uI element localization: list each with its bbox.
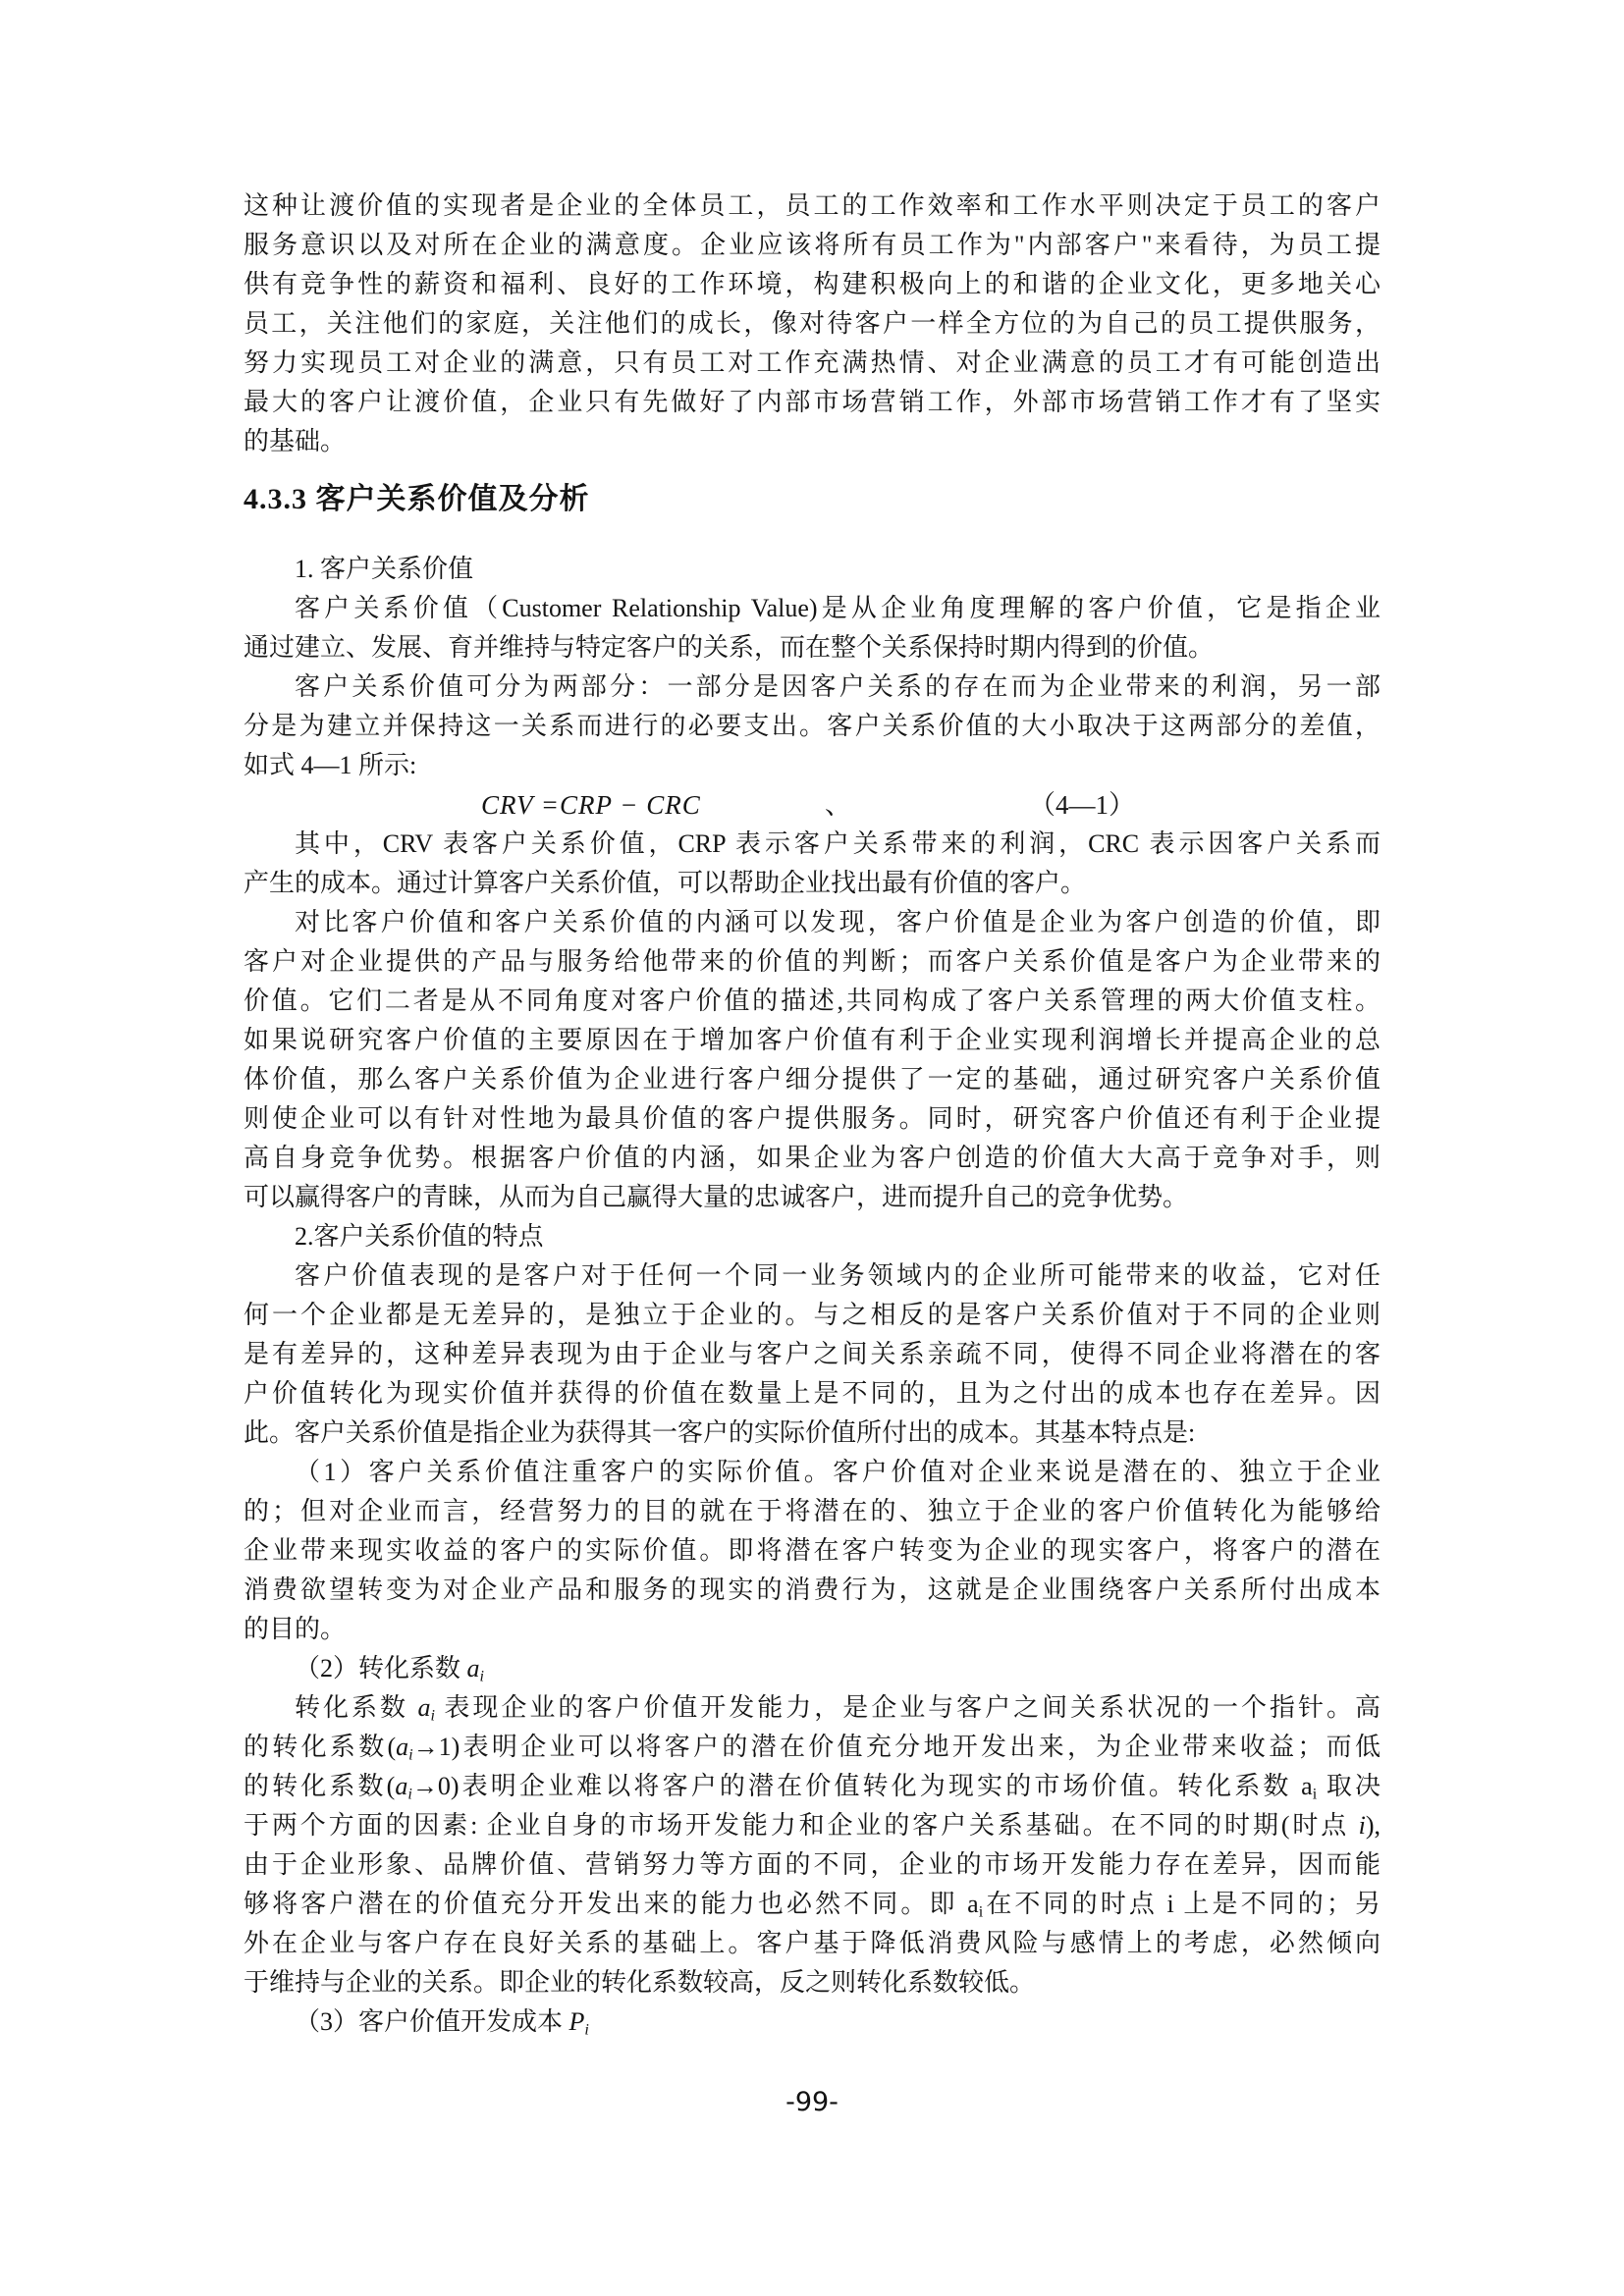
- paragraph: [244, 550, 1380, 589]
- text-line: 外在企业与客户存在良好关系的基础上。客户基于降低消费风险与感情上的考虑，必然倾向: [244, 1929, 1380, 1957]
- text-line: 对比客户价值和客户关系价值的内涵可以发现，客户价值是企业为客户创造的价值，即: [295, 908, 1380, 936]
- text-line: 转化系数 $a_i$ 表现企业的客户价值开发能力，是企业与客户之间关系状况的一个指针。高: [295, 1693, 1380, 1725]
- text-line: 产生的成本。通过计算客户关系价值，可以帮助企业找出最有价值的客户。: [244, 869, 1087, 897]
- text-line: 的转化系数$(a_i\to 0)$表明企业难以将客户的潜在价值转化为现实的市场价值。转化系数 $a_i$ 取决: [244, 1772, 1380, 1803]
- text-line: 高自身竞争优势。根据客户价值的内涵，如果企业为客户创造的价值大大高于竞争对手，则: [244, 1144, 1380, 1172]
- text-line: 客户对企业提供的产品与服务给他带来的价值的判断；而客户关系价值是客户为企业带来的: [244, 947, 1380, 976]
- equation-row: [244, 785, 1380, 825]
- text-line: 于维持与企业的关系。即企业的转化系数较高，反之则转化系数较低。: [244, 1968, 1036, 1997]
- text-line: 企业带来现实收益的客户的实际价值。即将潜在客户转变为企业的现实客户，将客户的潜在: [244, 1536, 1380, 1565]
- text-line: 消费欲望转变为对企业产品和服务的现实的消费行为，这就是企业围绕客户关系所付出成本: [244, 1575, 1380, 1604]
- text-line: 可以赢得客户的青睐，从而为自己赢得大量的忠诚客户，进而提升自己的竞争优势。: [244, 1183, 1189, 1211]
- text-line: （2）转化系数 $a_i$: [295, 1654, 484, 1685]
- equation-number: （4—1）: [1029, 790, 1135, 820]
- text-line: 体价值，那么客户关系价值为企业进行客户细分提供了一定的基础，通过研究客户关系价值: [244, 1065, 1380, 1094]
- text-line: 其中，CRV 表客户关系价值，CRP 表示客户关系带来的利润，CRC 表示因客户关系而: [295, 829, 1380, 858]
- paragraph: [244, 1649, 1380, 1688]
- text-line: 供有竞争性的薪资和福利、良好的工作环境，构建积极向上的和谐的企业文化，更多地关心: [244, 270, 1380, 298]
- text-line: 客户价值表现的是客户对于任何一个同一业务领域内的企业所可能带来的收益，它对任: [295, 1261, 1380, 1290]
- text-block: [244, 187, 1380, 2042]
- text-line: 价值。它们二者是从不同角度对客户价值的描述,共同构成了客户关系管理的两大价值支柱。: [244, 987, 1380, 1015]
- text-line: 户价值转化为现实价值并获得的价值在数量上是不同的，且为之付出的成本也存在差异。因: [244, 1379, 1380, 1408]
- text-line: 1. 客户关系价值: [295, 555, 474, 583]
- text-line: 此。客户关系价值是指企业为获得其一客户的实际价值所付出的成本。其基本特点是:: [244, 1418, 1196, 1447]
- text-line: 够将客户潜在的价值充分开发出来的能力也必然不同。即 $a_i$在不同的时点 i 上是不同的；另: [244, 1890, 1380, 1921]
- paragraph: [244, 1256, 1380, 1453]
- text-line: 于两个方面的因素: 企业自身的市场开发能力和企业的客户关系基础。在不同的时期(时点 i),: [244, 1811, 1380, 1840]
- text-line: 员工，关注他们的家庭，关注他们的成长，像对待客户一样全方位的为自己的员工提供服务，: [244, 309, 1380, 338]
- paragraph: [244, 1217, 1380, 1256]
- paragraph: [244, 1688, 1380, 2002]
- text-line: 分是为建立并保持这一关系而进行的必要支出。客户关系价值的大小取决于这两部分的差值，: [244, 712, 1380, 740]
- text-line: 最大的客户让渡价值，企业只有先做好了内部市场营销工作，外部市场营销工作才有了坚实: [244, 388, 1380, 416]
- text-line: （1）客户关系价值注重客户的实际价值。客户价值对企业来说是潜在的、独立于企业: [295, 1458, 1380, 1486]
- text-line: （3）客户价值开发成本 $P_i$: [295, 2007, 589, 2039]
- text-line: 服务意识以及对所在企业的满意度。企业应该将所有员工作为"内部客户"来看待，为员工提: [244, 231, 1380, 259]
- text-line: 如果说研究客户价值的主要原因在于增加客户价值有利于企业实现利润增长并提高企业的总: [244, 1026, 1380, 1054]
- paragraph: [244, 903, 1380, 1217]
- paragraph: [244, 187, 1380, 461]
- text-line: 的基础。: [244, 427, 347, 455]
- paragraph: [244, 825, 1380, 903]
- text-line: 2.客户关系价值的特点: [295, 1222, 544, 1251]
- text-line: 的转化系数$(a_i\to 1)$表明企业可以将客户的潜在价值充分地开发出来，为企业带来收益；而低: [244, 1733, 1380, 1764]
- formula-expression: CRV =CRP − CRC: [481, 790, 701, 820]
- paragraph: [244, 2002, 1380, 2042]
- text-line: 则使企业可以有针对性地为最具价值的客户提供服务。同时，研究客户价值还有利于企业提: [244, 1104, 1380, 1133]
- paragraph: [244, 1453, 1380, 1649]
- text-line: 通过建立、发展、育并维持与特定客户的关系，而在整个关系保持时期内得到的价值。: [244, 633, 1215, 662]
- text-line: 努力实现员工对企业的满意，只有员工对工作充满热情、对企业满意的员工才有可能创造出: [244, 348, 1380, 377]
- paragraph: [244, 667, 1380, 785]
- text-line: 客户关系价值可分为两部分：一部分是因客户关系的存在而为企业带来的利润，另一部: [295, 672, 1380, 701]
- text-line: 这种让渡价值的实现者是企业的全体员工，员工的工作效率和工作水平则决定于员工的客户: [244, 191, 1380, 220]
- formula-separator: 、: [825, 790, 851, 820]
- text-line: 何一个企业都是无差异的，是独立于企业的。与之相反的是客户关系价值对于不同的企业则: [244, 1301, 1380, 1329]
- text-line: 的目的。: [244, 1615, 347, 1643]
- section-heading: 4.3.3 客户关系价值及分析: [244, 483, 590, 515]
- text-line: 由于企业形象、品牌价值、营销努力等方面的不同，企业的市场开发能力存在差异，因而能: [244, 1850, 1380, 1879]
- paragraph: [244, 589, 1380, 667]
- text-line: 客户关系价值（Customer Relationship Value)是从企业角度理解的客户价值，它是指企业: [295, 594, 1380, 622]
- text-line: 的；但对企业而言，经营努力的目的就在于将潜在的、独立于企业的客户价值转化为能够给: [244, 1497, 1380, 1525]
- text-line: 如式 4—1 所示:: [244, 751, 417, 779]
- page-number: -99-: [785, 2087, 839, 2117]
- text-line: 是有差异的，这种差异表现为由于企业与客户之间关系亲疏不同，使得不同企业将潜在的客: [244, 1340, 1380, 1368]
